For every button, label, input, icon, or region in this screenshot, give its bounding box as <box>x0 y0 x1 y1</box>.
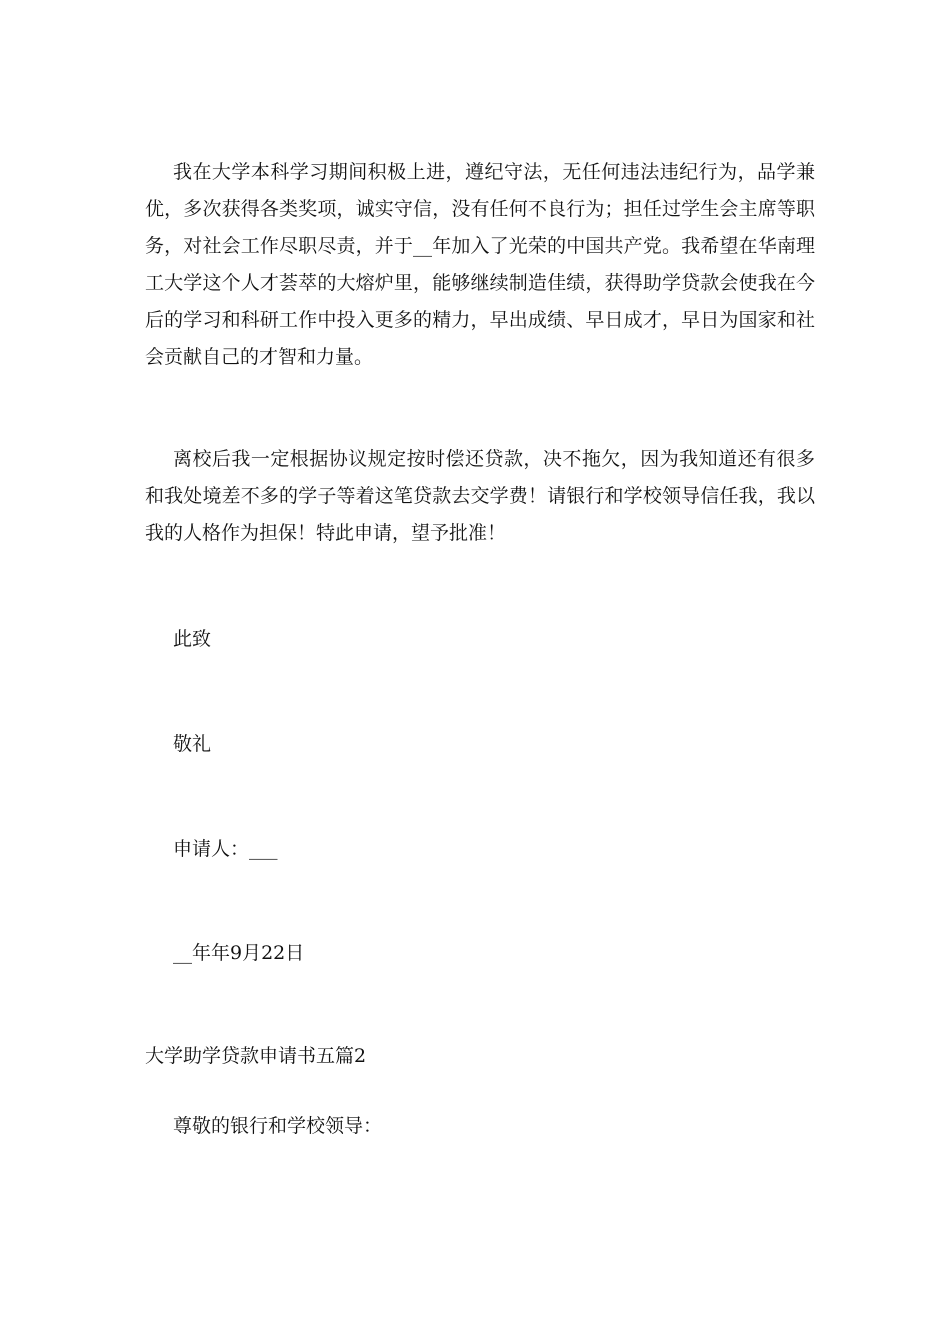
applicant-line: 申请人：___ <box>173 838 278 860</box>
date-line: __年年9月22日 <box>173 942 305 964</box>
section-title: 大学助学贷款申请书五篇2 <box>145 1045 367 1067</box>
closing-line-2: 敬礼 <box>173 733 212 755</box>
closing-line-1: 此致 <box>173 628 212 650</box>
salutation-line: 尊敬的银行和学校领导： <box>173 1115 383 1137</box>
body-paragraph-1: 我在大学本科学习期间积极上进，遵纪守法，无任何违法违纪行为，品学兼优，多次获得各类奖项，诚实守信，没有任何不良行为；担任过学生会主席等职务，对社会工作尽职尽责，并于__年加入了光荣的中国共产党。我希望在华南理工大学这个人才荟萃的大熔炉里，能够继续制造佳绩，获得助学贷款会使我在今后的学习和科研工作中投入更多的精力，早出成绩、早日成才，早日为国家和社会贡献自己的才智和力量。 <box>145 161 815 368</box>
body-paragraph-2: 离校后我一定根据协议规定按时偿还贷款，决不拖欠，因为我知道还有很多和我处境差不多的学子等着这笔贷款去交学费！请银行和学校领导信任我，我以我的人格作为担保！特此申请，望予批准！ <box>145 448 815 544</box>
